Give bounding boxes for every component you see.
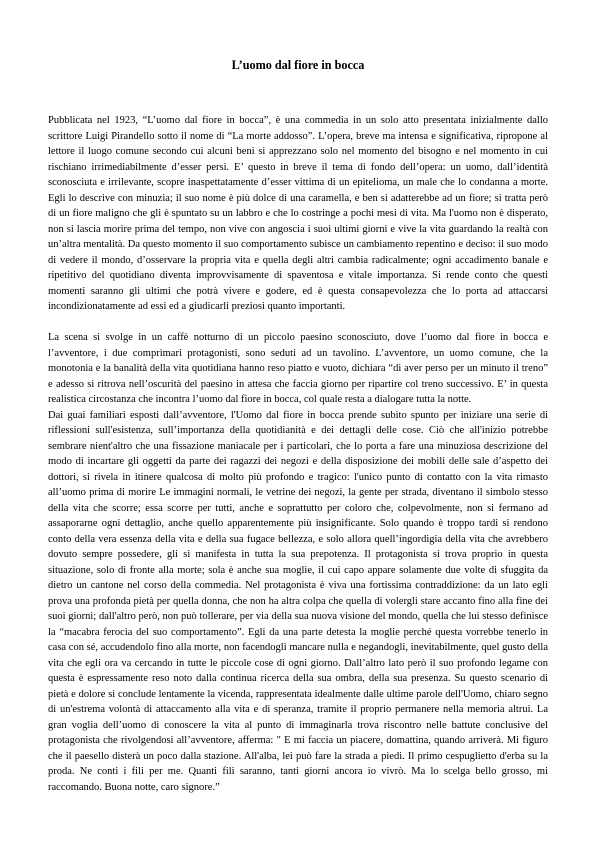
paragraph-analysis: Dai guai familiari esposti dall’avventore, l'Uomo dal fiore in bocca prende subito spunto per iniziare una serie di riflessioni sull'esistenza, sull’importanza della quotidianità e dei dettagli delle cose. Ciò che all'inizio potrebbe sembrare nient'altro che una fissazione maniacale per i particolari, che lo porta a fare una minuziosa descrizione del modo di incartare gli oggetti da parte dei ragazzi dei negozi e della disposizione dei mobili delle sale d’aspetto dei dottori, si rivela in itinere qualcosa di molto più profondo e tragico: l'unico punto di contatto con la vita rimasto all’uomo prima di morire Le immagini normali, le vetrine dei negozi, la gente per strada, diventano il simbolo stesso della vita che scorre; essa scorre per tutti, anche e soprattutto per coloro che, colpevolmente, non si fermano ad assaporarne ogni dettaglio, anche quello apparentemente più insignificante. Solo quando è troppo tardi si rendono conto della vera essenza della vita e della sua fugace bellezza, e solo allora quell’ingordigia della vita che avrebbero dovuto sempre possedere, gli si manifesta in tutta la sua prepotenza. Il protagonista si trova proprio in questa situazione, solo di fronte alla morte; sola è anche sua moglie, il cui capo appare solamente due volte di sfuggita da dietro un cantone nel corso della commedia. Nel protagonista è viva una fortissima contraddizione: da un lato egli prova una profonda pietà per quella donna, che non ha altra colpa che quella di volergli stare accanto fino alla fine dei suoi giorni; dall'altro però, non può tollerare, per via della sua nuova visione del mondo, quella che lui stesso definisce la “macabra ferocia del suo comportamento”. Egli da una parte detesta la moglie perché questa vorrebbe tenerlo in casa con sé, accudendolo fino alla morte, non facendogli mancare nulla e negandogli, inevitabilmente, quel gusto della vita che egli ora va cercando in tutte le piccole cose di ogni giorno. Dall’altro lato però il suo profondo legame con questa è espressamente reso noto dalla continua ricerca della sua ombra, della sua presenza. Su questo scenario di pietà e dolore si conclude lentamente la vicenda, rappresentata idealmente dalle ultime parole dell'Uomo, chiaro segno di un'estrema volontà di attaccamento alla vita e di speranza, tramite il proprio permanere nella memoria altrui. La gran voglia dell’uomo di conoscere la vita al punto di immaginarla trova riscontro nelle battute conclusive del protagonista che rivolgendosi all’avventore, afferma: " E mi faccia un piacere, domattina, quando arriverà. Mi figuro che il paesello disterà un poco dalla stazione. All'alba, lei può fare la strada a piedi. Il primo cespuglietto d'erba su la proda. Ne conti i fili per me. Quanti fili saranno, tanti giorni ancora io vivrò. Ma lo scelga bello grosso, mi raccomando. Buona notte, caro signore.” — [48, 409, 548, 793]
paragraph-scene: La scena si svolge in un caffè notturno di un piccolo paesino sconosciuto, dove l’uomo dal fiore in bocca e l’avventore, i due comprimari protagonisti, sono seduti ad un tavolino. L’avventore, un uomo comune, che la monotonia e la banalità della vita quotidiana hanno reso piatto e vuoto, dichiara “di aver perso per un minuto il treno” e adesso si ritrova nell’oscurità del paesino in attesa che faccia giorno per ripartire col treno successivo. E’ in questa realistica circostanza che incontra l’uomo dal fiore in bocca, col quale resta a dialogare tutta la notte. — [48, 332, 548, 405]
document-title: L’uomo dal fiore in bocca — [231, 58, 365, 72]
document-body — [48, 113, 548, 795]
paragraph-intro: Pubblicata nel 1923, “L’uomo dal fiore in bocca”, è una commedia in un solo atto presentata inizialmente dallo scrittore Luigi Pirandello sotto il nome di “La morte addosso”. L’opera, breve ma intensa e significativa, ripropone al lettore il luogo comune secondo cui alcuni beni si apprezzano solo nel momento del bisogno e nel momento in cui rischiano irrimediabilmente d’esser persi. E’ questo in breve il tema di fondo dell’opera: un uomo, dall’identità sconosciuta e irrilevante, scopre inaspettatamente d’esser vittima di un epitelioma, un male che lo condanna a morte. Egli lo descrive con minuzia; il suo nome è più dolce di una caramella, e ben si adatterebbe ad un fiore; si tratta però di un fiore maligno che gli è spuntato su un labbro e che lo costringe a pochi mesi di vita. Ma l'uomo non è disperato, non si lascia morire prima del tempo, non vive con angoscia i suoi ultimi giorni e vive la vita guardando la realtà con un’altra mentalità. Da questo momento il suo comportamento subisce un cambiamento repentino e deciso: il suo modo di vedere il mondo, d’osservare la propria vita e quella degli altri cambia radicalmente; ogni accadimento banale e ripetitivo del quotidiano diventa improvvisamente di spaventosa e vitale importanza. Si rende conto che questi momenti saranno gli ultimi che potrà vivere e godere, ed è questa consapevolezza che lo porta ad attaccarsi incondizionatamente ad essi ed a giudicarli preziosi quanto importanti. — [48, 115, 548, 312]
